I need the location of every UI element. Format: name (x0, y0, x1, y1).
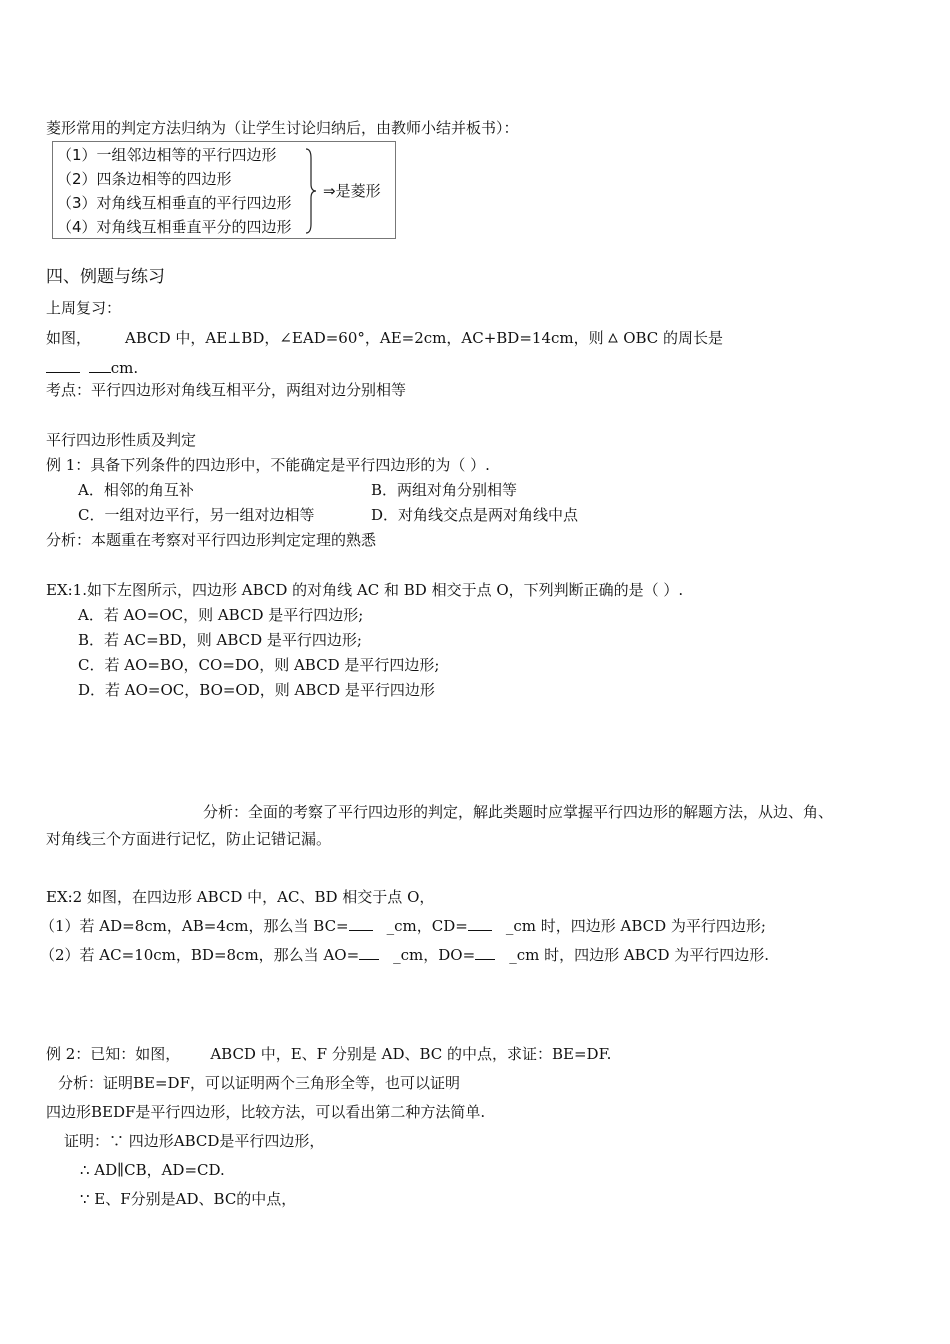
summary-box (52, 141, 396, 239)
proof-line2: ∴ AD∥CB，AD=CD. (80, 1161, 225, 1179)
example2-stem-part: 例 2：已知：如图， (46, 1045, 181, 1063)
section-title: 四、例题与练习 (46, 267, 165, 287)
answer-blank[interactable] (89, 358, 111, 373)
example1-analysis: 分析：本题重在考察对平行四边形判定定理的熟悉 (46, 531, 377, 549)
answer-blank[interactable] (468, 916, 492, 931)
ex2-stem: EX:2 如图，在四边形 ABCD 中，AC、BD 相交于点 O， (46, 888, 435, 906)
ex2-q1-part: _cm，CD= (386, 917, 468, 935)
ex2-q2-part: （2）若 AC=10cm，BD=8cm，那么当 AO= (40, 946, 360, 964)
ex2-q2-part: _cm 时，四边形 ABCD 为平行四边形. (509, 946, 770, 964)
ex1-option-b: B．若 AC=BD，则 ABCD 是平行四边形; (78, 631, 362, 649)
review-answer-line (46, 358, 138, 378)
ex2-q1-part: _cm 时，四边形 ABCD 为平行四边形; (505, 917, 766, 935)
summary-result: ⇒是菱形 (323, 182, 381, 200)
ex1-analysis-line2: 对角线三个方面进行记忆，防止记错记漏。 (46, 830, 332, 848)
ex1-option-c: C．若 AO=BO，CO=DO，则 ABCD 是平行四边形; (78, 656, 440, 674)
criterion-3: （3）对角线互相垂直的平行四边形 (57, 194, 292, 212)
review-prefix: 如图， (46, 329, 92, 347)
topic-heading: 平行四边形性质及判定 (46, 431, 197, 449)
review-heading: 上周复习： (46, 299, 122, 317)
example1-option-d: D．对角线交点是两对角线中点 (371, 506, 579, 524)
criterion-4: （4）对角线互相垂直平分的四边形 (57, 218, 292, 236)
ex1-analysis-line1: 分析：全面的考察了平行四边形的判定，解此类题时应掌握平行四边形的解题方法，从边、角、 (203, 803, 834, 821)
answer-blank[interactable] (475, 945, 495, 960)
parallelogram-icon (186, 1048, 204, 1062)
ex2-q1 (40, 916, 766, 936)
summary-intro: 菱形常用的判定方法归纳为（让学生讨论归纳后，由教师小结并板书）： (46, 119, 519, 137)
ex2-q1-part: （1）若 AD=8cm，AB=4cm，那么当 BC= (40, 917, 349, 935)
example2-stem (46, 1044, 611, 1064)
example1-stem: 例 1：具备下列条件的四边形中，不能确定是平行四边形的为（ ）. (46, 456, 490, 474)
proof-line3: ∵ E、F分别是AD、BC的中点， (80, 1190, 297, 1208)
right-brace-icon (305, 148, 317, 234)
proof-line1: 证明：∵ 四边形ABCD是平行四边形， (64, 1132, 325, 1150)
triangle-icon (608, 333, 618, 343)
review-triangle-text: OBC 的周长是 (623, 329, 724, 347)
parallelogram-icon (97, 332, 119, 346)
review-kaodian: 考点：平行四边形对角线互相平分，两组对边分别相等 (46, 381, 407, 399)
ex1-option-a: A．若 AO=OC，则 ABCD 是平行四边形; (78, 606, 364, 624)
review-unit: cm. (110, 359, 139, 377)
ex2-q2 (40, 945, 769, 965)
answer-blank[interactable] (46, 358, 80, 373)
example1-option-a: A．相邻的角互补 (78, 481, 194, 499)
example1-option-c: C．一组对边平行，另一组对边相等 (78, 506, 315, 524)
example1-option-b: B．两组对角分别相等 (371, 481, 518, 499)
ex1-option-d: D．若 AO=OC，BO=OD，则 ABCD 是平行四边形 (78, 681, 435, 699)
review-text: ABCD 中，AE⊥BD，∠EAD=60°，AE=2cm，AC+BD=14cm，则 (125, 329, 604, 347)
review-question (46, 328, 723, 348)
criterion-2: （2）四条边相等的四边形 (57, 170, 232, 188)
ex1-stem: EX:1.如下左图所示，四边形 ABCD 的对角线 AC 和 BD 相交于点 O，下列判断正确的是（ ）. (46, 581, 684, 599)
example2-analysis-line1: 分析：证明BE=DF，可以证明两个三角形全等，也可以证明 (58, 1074, 460, 1092)
answer-blank[interactable] (359, 945, 379, 960)
answer-blank[interactable] (349, 916, 373, 931)
example2-analysis-line2: 四边形BEDF是平行四边形，比较方法，可以看出第二种方法简单. (46, 1103, 486, 1121)
example2-stem-part: ABCD 中，E、F 分别是 AD、BC 的中点，求证：BE=DF. (210, 1045, 612, 1063)
ex2-q2-part: _cm，DO= (393, 946, 476, 964)
criterion-1: （1）一组邻边相等的平行四边形 (57, 146, 277, 164)
